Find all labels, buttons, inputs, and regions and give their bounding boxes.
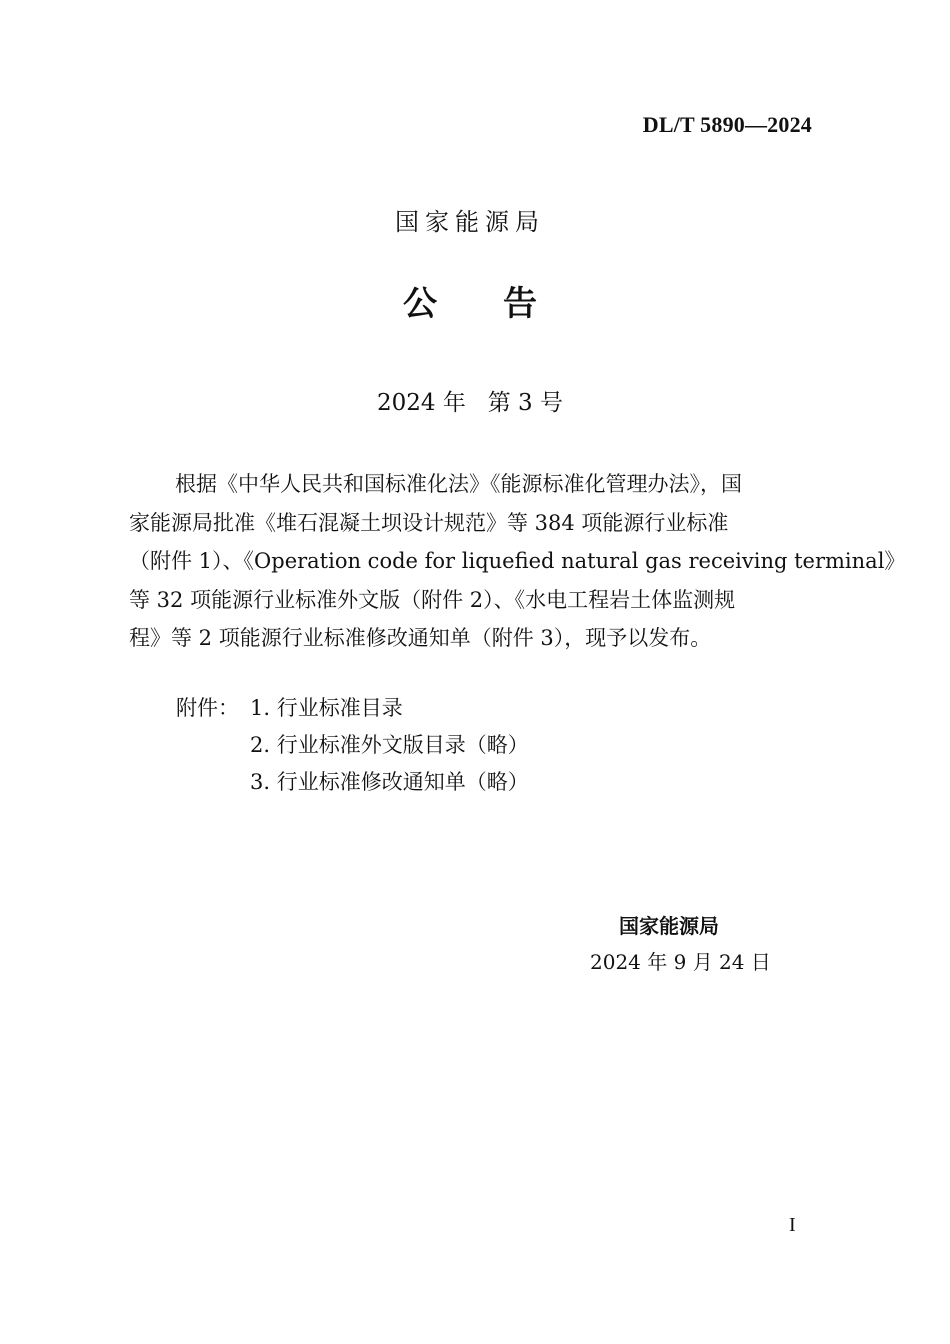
body-paragraph (129, 465, 906, 658)
issue-number: 2024 年 第 3 号 (376, 390, 564, 416)
signature-organization: 国家能源局 (619, 914, 719, 938)
attachments-label: 附件： (176, 696, 239, 720)
attachments-list (176, 690, 529, 801)
document-type-char-2: 告 (503, 284, 537, 324)
standard-code: DL/T 5890—2024 (642, 112, 812, 137)
attachment-item (176, 727, 529, 764)
body-line: 程》等 2 项能源行业标准修改通知单（附件 3），现予以发布。 (129, 626, 712, 650)
body-line: （附件 1）、《Operation code for liquefied natural gas receiving terminal》 (129, 549, 906, 573)
document-type-char-1: 公 (403, 284, 437, 324)
issuer-title: 国家能源局 (395, 208, 545, 236)
body-line: 等 32 项能源行业标准外文版（附件 2）、《水电工程岩土体监测规 (129, 587, 736, 612)
attachment-item (176, 690, 529, 727)
page-number: I (789, 1214, 796, 1236)
attachment-item-text: 3. 行业标准修改通知单（略） (250, 770, 529, 794)
body-line: 家能源局批准《堆石混凝土坝设计规范》等 384 项能源行业标准 (129, 510, 729, 535)
attachment-item-text: 2. 行业标准外文版目录（略） (250, 733, 529, 757)
signature-date: 2024 年 9 月 24 日 (590, 950, 771, 974)
body-line: 根据《中华人民共和国标准化法》《能源标准化管理办法》，国 (175, 472, 742, 496)
document-type-title (0, 276, 940, 325)
attachment-item (176, 764, 529, 801)
attachment-item-text: 1. 行业标准目录 (250, 696, 403, 720)
